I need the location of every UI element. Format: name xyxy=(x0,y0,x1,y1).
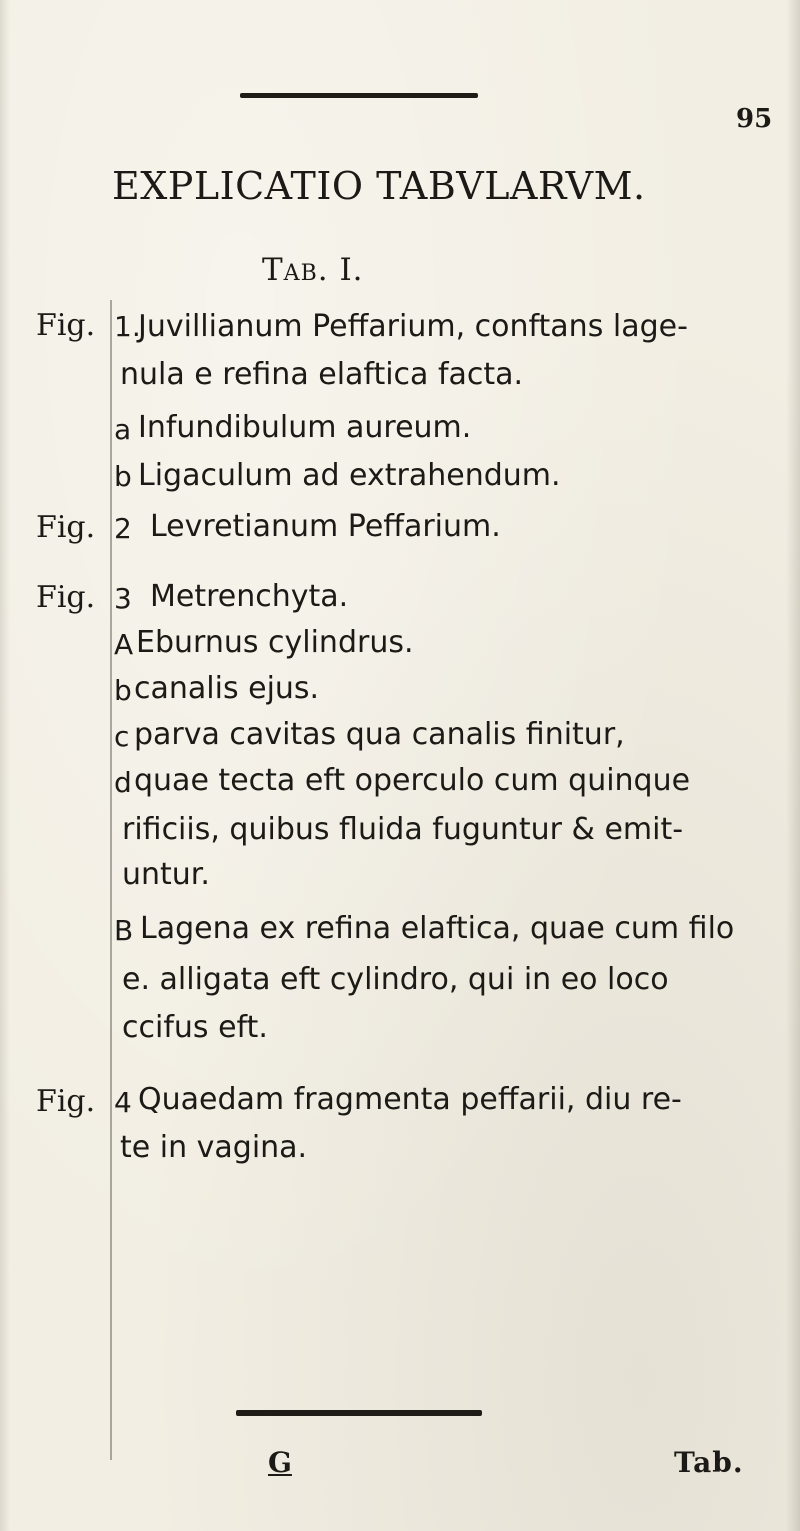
fig-label-4: Fig. xyxy=(36,1084,96,1119)
catchword: Tab. xyxy=(674,1446,744,1479)
entry-line: Juvillianum Peffarium, conftans lage- xyxy=(138,309,688,344)
entry-line: Levretianum Peffarium. xyxy=(150,509,501,544)
entry-line: Ligaculum ad extrahendum. xyxy=(138,458,561,493)
entry-marker: 4 xyxy=(114,1086,132,1119)
entry-marker: a xyxy=(114,413,132,446)
page-title: EXPLICATIO TABVLARVM. xyxy=(112,164,646,208)
entry-line: Lagena ex refina elaftica, quae cum filo xyxy=(140,911,735,946)
entry-marker: d xyxy=(114,766,132,799)
section-heading: Tab. I. xyxy=(262,252,364,288)
signature-mark: G xyxy=(268,1446,292,1479)
entry-line: rificiis, quibus fluida fuguntur & emit- xyxy=(122,812,684,847)
entry-marker: A xyxy=(114,628,134,661)
margin-rule xyxy=(110,300,112,1460)
entry-line: nula e refina elaftica facta. xyxy=(120,357,524,392)
page-number: 95 xyxy=(736,104,773,134)
entry-line: te in vagina. xyxy=(120,1130,308,1165)
entry-line: Infundibulum aureum. xyxy=(138,410,472,445)
entry-marker: B xyxy=(114,914,134,947)
entry-line: Quaedam fragmenta peffarii, diu re- xyxy=(138,1082,682,1117)
entry-line: quae tecta eft operculo cum quinque xyxy=(134,763,691,798)
entry-line: Eburnus cylindrus. xyxy=(136,625,414,660)
fig-label-1: Fig. xyxy=(36,308,96,343)
entry-line: ccifus eft. xyxy=(122,1010,268,1045)
entry-line: Metrenchyta. xyxy=(150,579,349,614)
fig-label-3: Fig. xyxy=(36,580,96,615)
entry-marker: 3 xyxy=(114,582,132,615)
page-left-shadow xyxy=(0,0,10,1531)
entry-marker: 1. xyxy=(114,310,141,343)
fig-label-2: Fig. xyxy=(36,510,96,545)
header-rule xyxy=(240,93,478,98)
page-right-shadow xyxy=(786,0,800,1531)
entry-line: parva cavitas qua canalis finitur, xyxy=(134,717,625,752)
footer-rule xyxy=(236,1410,482,1416)
entry-line: canalis ejus. xyxy=(134,671,320,706)
entry-line: untur. xyxy=(122,857,210,892)
entry-marker: 2 xyxy=(114,512,132,545)
entry-marker: b xyxy=(114,460,132,493)
entry-marker: c xyxy=(114,720,130,753)
entry-line: e. alligata eft cylindro, qui in eo loco xyxy=(122,962,669,997)
entry-marker: b xyxy=(114,674,132,707)
